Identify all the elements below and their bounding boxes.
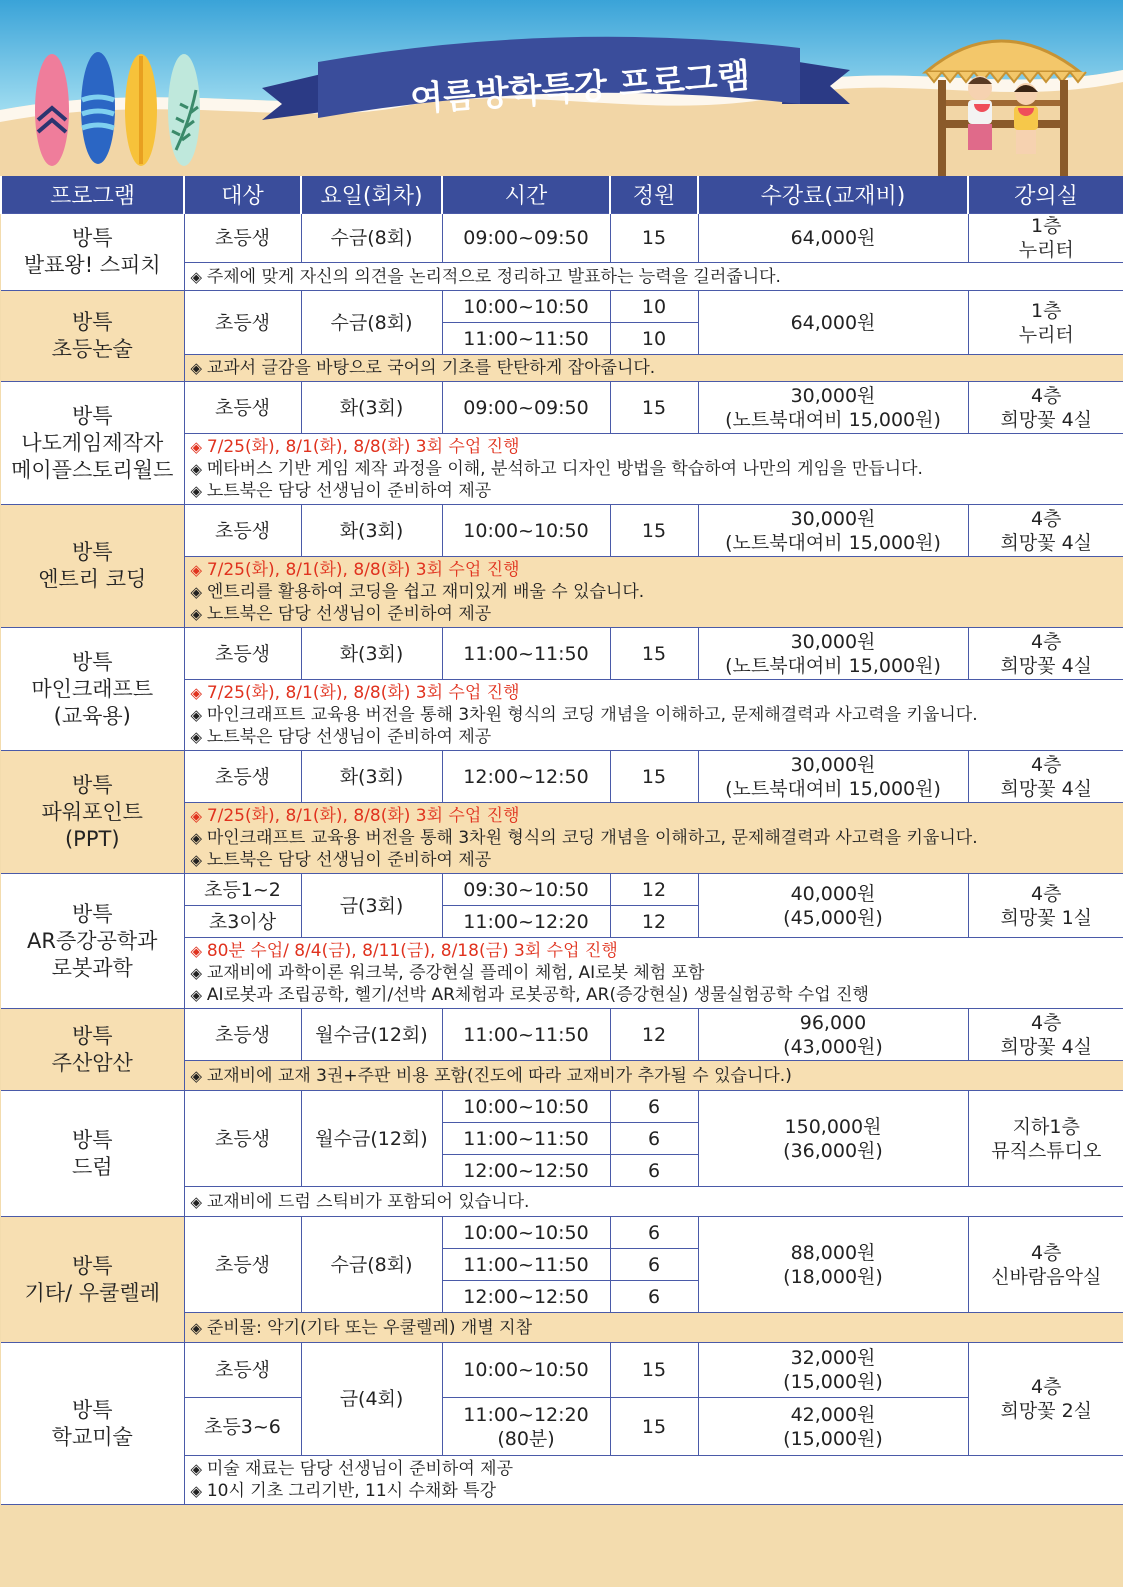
program-name-cell — [1, 1217, 184, 1343]
note-text: 노트북은 담당 선생님이 준비하여 제공 — [206, 481, 492, 501]
cell-line: (80분) — [497, 1427, 555, 1450]
note-line — [191, 962, 1119, 984]
program-notes — [184, 557, 1123, 628]
cell-line: 30,000원 — [790, 507, 876, 530]
day-cell: 화(3회) — [301, 751, 442, 803]
fee-cell — [698, 751, 968, 803]
day-cell: 월수금(12회) — [301, 1091, 442, 1187]
cell-line: 30,000원 — [790, 384, 876, 407]
cell-line: 희망꽃 2실 — [1000, 1400, 1093, 1422]
cell-line: 30,000원 — [790, 753, 876, 776]
note-line — [191, 704, 1119, 726]
cell-line: 뮤직스튜디오 — [991, 1139, 1102, 1162]
column-header: 시간 — [442, 176, 610, 214]
cell-line: (교육용) — [53, 703, 131, 728]
capacity-cell: 6 — [610, 1123, 698, 1155]
target-cell: 초등3~6 — [184, 1398, 301, 1456]
program-name-cell — [1, 214, 184, 291]
room-cell — [968, 214, 1123, 263]
table-row — [1, 628, 1123, 680]
table-row — [1, 1009, 1123, 1061]
note-text: 주제에 맞게 자신의 의견을 논리적으로 정리하고 발표하는 능력을 길러줍니다. — [206, 266, 781, 287]
cell-line: 파워포인트 — [41, 799, 143, 824]
time-cell: 10:00~10:50 — [442, 505, 610, 557]
cell-line: 학교미술 — [51, 1424, 133, 1449]
table-row — [1, 1343, 1123, 1398]
program-name-cell — [1, 1009, 184, 1091]
program-name-cell — [1, 751, 184, 874]
capacity-cell: 6 — [610, 1281, 698, 1313]
bullet-icon: ◈ — [190, 684, 207, 702]
column-header: 정원 — [610, 176, 698, 214]
program-name-cell — [1, 291, 184, 382]
room-cell — [968, 751, 1123, 803]
note-text: 교과서 글감을 바탕으로 국어의 기초를 탄탄하게 잡아줍니다. — [206, 358, 656, 378]
bullet-icon: ◈ — [190, 482, 207, 500]
time-cell: 10:00~10:50 — [442, 1217, 610, 1249]
time-cell: 12:00~12:50 — [442, 1155, 610, 1187]
note-line — [191, 682, 1119, 704]
cell-line: 누리터 — [1018, 239, 1074, 261]
bullet-icon: ◈ — [190, 807, 207, 825]
target-cell: 초등생 — [184, 505, 301, 557]
table-row — [1, 505, 1123, 557]
capacity-cell: 15 — [610, 382, 698, 434]
note-text: 미술 재료는 담당 선생님이 준비하여 제공 — [206, 1459, 514, 1479]
bullet-icon: ◈ — [190, 1482, 207, 1500]
note-line — [191, 266, 1119, 288]
capacity-cell: 15 — [610, 1398, 698, 1456]
program-notes — [184, 1456, 1123, 1505]
note-text: 교재비에 과학이론 워크북, 증강현실 플레이 체험, AI로봇 체험 포함 — [206, 963, 705, 983]
cell-line: 4층 — [1031, 507, 1062, 530]
room-cell — [968, 1343, 1123, 1456]
target-cell: 초등1~2 — [184, 874, 301, 906]
time-cell: 10:00~10:50 — [442, 1091, 610, 1123]
target-cell: 초등생 — [184, 291, 301, 355]
bullet-icon: ◈ — [190, 1318, 207, 1337]
note-text: 교재비에 교재 3권+주판 비용 포함(진도에 따라 교재비가 추가될 수 있습니다.) — [206, 1065, 792, 1086]
cell-line: 희망꽃 1실 — [1000, 906, 1093, 929]
target-cell: 초등생 — [184, 1009, 301, 1061]
note-text: 엔트리를 활용하여 코딩을 쉽고 재미있게 배울 수 있습니다. — [206, 582, 645, 602]
note-line — [191, 436, 1119, 458]
note-line — [191, 984, 1119, 1006]
note-line — [191, 1317, 1119, 1339]
cell-line: 4층 — [1031, 1011, 1062, 1034]
cell-line: 1층 — [1031, 215, 1062, 237]
cell-line: 방특 — [71, 403, 113, 428]
cell-line: 희망꽃 4실 — [1000, 654, 1093, 677]
cell-line: 마인크래프트 — [31, 676, 154, 701]
cell-line: 96,000 — [799, 1011, 867, 1034]
program-name-cell — [1, 874, 184, 1009]
note-line — [191, 357, 1119, 379]
note-text: 10시 기초 그리기반, 11시 수채화 특강 — [206, 1481, 496, 1501]
note-line — [191, 1065, 1119, 1087]
cell-line: (43,000원) — [783, 1035, 883, 1058]
bullet-icon: ◈ — [190, 460, 207, 478]
fee-cell — [698, 1091, 968, 1187]
day-cell: 금(4회) — [301, 1343, 442, 1456]
program-name-cell — [1, 505, 184, 628]
cell-line: 방특 — [71, 1397, 113, 1422]
program-name-cell — [1, 628, 184, 751]
cell-line: (45,000원) — [783, 906, 883, 929]
cell-line: 4층 — [1031, 1376, 1062, 1398]
cell-line: 42,000원 — [790, 1403, 876, 1426]
table-row — [1, 1091, 1123, 1123]
note-line — [191, 849, 1119, 871]
cell-line: 4층 — [1031, 384, 1062, 407]
note-line — [191, 940, 1119, 962]
capacity-cell: 15 — [610, 628, 698, 680]
capacity-cell: 15 — [610, 505, 698, 557]
time-cell — [442, 1398, 610, 1456]
note-text: 7/25(화), 8/1(화), 8/8(화) 3회 수업 진행 — [206, 560, 520, 580]
program-notes — [184, 680, 1123, 751]
note-text: 메타버스 기반 게임 제작 과정을 이해, 분석하고 디자인 방법을 학습하여 나만의 게임을 만듭니다. — [206, 459, 923, 479]
bullet-icon: ◈ — [190, 583, 207, 601]
cell-line: 희망꽃 4실 — [1000, 408, 1093, 431]
note-text: 노트북은 담당 선생님이 준비하여 제공 — [206, 727, 492, 747]
cell-line: 150,000원 — [784, 1115, 882, 1138]
cell-line: 4층 — [1031, 630, 1062, 653]
note-line — [191, 1458, 1119, 1480]
program-notes — [184, 1061, 1123, 1091]
note-line — [191, 827, 1119, 849]
note-line — [191, 559, 1119, 581]
surfboard-icon — [81, 52, 115, 164]
cell-line: 기타/ 우쿨렐레 — [24, 1280, 160, 1305]
bullet-icon: ◈ — [190, 267, 207, 286]
bullet-icon: ◈ — [190, 1192, 207, 1211]
capacity-cell: 6 — [610, 1091, 698, 1123]
time-cell: 10:00~10:50 — [442, 1343, 610, 1398]
day-cell: 화(3회) — [301, 505, 442, 557]
room-cell — [968, 1091, 1123, 1187]
time-cell: 09:00~09:50 — [442, 382, 610, 434]
column-header: 요일(회차) — [301, 176, 442, 214]
capacity-cell: 15 — [610, 1343, 698, 1398]
cell-line: 로봇과학 — [51, 955, 133, 980]
program-table — [0, 176, 1123, 1505]
bullet-icon: ◈ — [190, 359, 207, 377]
time-cell: 11:00~11:50 — [442, 1249, 610, 1281]
day-cell: 화(3회) — [301, 382, 442, 434]
day-cell: 금(3회) — [301, 874, 442, 938]
bullet-icon: ◈ — [190, 986, 207, 1004]
room-cell — [968, 1009, 1123, 1061]
cell-line: 방특 — [71, 901, 113, 926]
target-cell: 초등생 — [184, 628, 301, 680]
cell-line: (노트북대여비 15,000원) — [725, 531, 941, 554]
table-row — [1, 291, 1123, 323]
capacity-cell: 10 — [610, 323, 698, 355]
cell-line: 드럼 — [71, 1154, 113, 1179]
program-notes — [184, 938, 1123, 1009]
fee-cell — [698, 1217, 968, 1313]
column-header: 수강료(교재비) — [698, 176, 968, 214]
bullet-icon: ◈ — [190, 706, 207, 724]
program-table-wrapper — [0, 176, 1123, 1505]
bullet-icon: ◈ — [190, 438, 207, 456]
bullet-icon: ◈ — [190, 728, 207, 746]
cell-line: 32,000원 — [790, 1347, 876, 1369]
bullet-icon: ◈ — [190, 605, 207, 623]
capacity-cell: 15 — [610, 214, 698, 263]
note-line — [191, 1480, 1119, 1502]
cell-line: 11:00~12:20 — [463, 1403, 589, 1426]
column-header: 프로그램 — [1, 176, 184, 214]
program-name-cell — [1, 1343, 184, 1505]
column-header: 대상 — [184, 176, 301, 214]
cell-line: (노트북대여비 15,000원) — [725, 408, 941, 431]
table-body — [1, 214, 1123, 1505]
room-cell — [968, 382, 1123, 434]
cell-line: (36,000원) — [783, 1139, 883, 1162]
bullet-icon: ◈ — [190, 964, 207, 982]
time-cell: 11:00~11:50 — [442, 323, 610, 355]
fee-cell — [698, 874, 968, 938]
note-text: 7/25(화), 8/1(화), 8/8(화) 3회 수업 진행 — [206, 806, 520, 826]
cell-line: 희망꽃 4실 — [1000, 1035, 1093, 1058]
target-cell: 초등생 — [184, 751, 301, 803]
cell-line: 희망꽃 4실 — [1000, 531, 1093, 554]
target-cell: 초등생 — [184, 1343, 301, 1398]
cell-line: 4층 — [1031, 1241, 1062, 1264]
fee-cell — [698, 628, 968, 680]
note-text: 교재비에 드럼 스틱비가 포함되어 있습니다. — [206, 1191, 530, 1212]
fee-cell: 64,000원 — [698, 214, 968, 263]
note-line — [191, 458, 1119, 480]
cell-line: 지하1층 — [1012, 1115, 1080, 1138]
cell-line: 방특 — [71, 649, 113, 674]
room-cell — [968, 874, 1123, 938]
cell-line: (15,000원) — [783, 1427, 883, 1450]
fee-cell: 64,000원 — [698, 291, 968, 355]
target-cell: 초3이상 — [184, 906, 301, 938]
note-text: 준비물: 악기(기타 또는 우쿨렐레) 개별 지참 — [206, 1317, 532, 1338]
table-header-row — [1, 176, 1123, 214]
time-cell: 12:00~12:50 — [442, 1281, 610, 1313]
surfboard-icon — [125, 54, 157, 166]
cell-line: (18,000원) — [783, 1265, 883, 1288]
cell-line: 4층 — [1031, 753, 1062, 776]
cell-line: 나도게임제작자 — [21, 430, 164, 455]
day-cell: 화(3회) — [301, 628, 442, 680]
target-cell: 초등생 — [184, 1091, 301, 1187]
note-text: 7/25(화), 8/1(화), 8/8(화) 3회 수업 진행 — [206, 437, 520, 457]
note-text: 노트북은 담당 선생님이 준비하여 제공 — [206, 604, 492, 624]
cell-line: (노트북대여비 15,000원) — [725, 777, 941, 800]
capacity-cell: 12 — [610, 1009, 698, 1061]
capacity-cell: 10 — [610, 291, 698, 323]
cell-line: 1층 — [1031, 299, 1062, 322]
bullet-icon: ◈ — [190, 851, 207, 869]
cell-line: 88,000원 — [790, 1241, 876, 1264]
program-notes — [184, 1187, 1123, 1217]
cell-line: 방특 — [71, 1023, 113, 1048]
room-cell — [968, 291, 1123, 355]
cell-line: 메이플스토리월드 — [11, 457, 174, 482]
note-text: 7/25(화), 8/1(화), 8/8(화) 3회 수업 진행 — [206, 683, 520, 703]
time-cell: 09:00~09:50 — [442, 214, 610, 263]
cell-line: 신바람음악실 — [991, 1265, 1102, 1288]
note-text: AI로봇과 조립공학, 헬기/선박 AR체험과 로봇공학, AR(증강현실) 생물실험공학 수업 진행 — [206, 985, 869, 1005]
time-cell: 11:00~11:50 — [442, 628, 610, 680]
target-cell: 초등생 — [184, 1217, 301, 1313]
bullet-icon: ◈ — [190, 561, 207, 579]
cell-line: 초등논술 — [51, 337, 133, 361]
cell-line: 방특 — [71, 540, 113, 564]
cell-line: AR증강공학과 — [27, 928, 158, 953]
day-cell: 수금(8회) — [301, 291, 442, 355]
capacity-cell: 6 — [610, 1155, 698, 1187]
cell-line: 30,000원 — [790, 630, 876, 653]
fee-cell — [698, 1398, 968, 1456]
note-line — [191, 1191, 1119, 1213]
capacity-cell: 12 — [610, 906, 698, 938]
cell-line: 4층 — [1031, 882, 1062, 905]
time-cell: 11:00~12:20 — [442, 906, 610, 938]
note-text: 노트북은 담당 선생님이 준비하여 제공 — [206, 850, 492, 870]
page-title: 여름방학특강 프로그램 — [409, 56, 752, 120]
cell-line: 발표왕! 스피치 — [23, 253, 161, 277]
table-row — [1, 751, 1123, 803]
bullet-icon: ◈ — [190, 942, 207, 960]
program-notes — [184, 434, 1123, 505]
target-cell: 초등생 — [184, 382, 301, 434]
room-cell — [968, 1217, 1123, 1313]
note-line — [191, 726, 1119, 748]
time-cell: 09:30~10:50 — [442, 874, 610, 906]
capacity-cell: 12 — [610, 874, 698, 906]
fee-cell — [698, 382, 968, 434]
program-notes — [184, 355, 1123, 382]
note-text: 80분 수업/ 8/4(금), 8/11(금), 8/18(금) 3회 수업 진행 — [206, 941, 618, 961]
cell-line: 40,000원 — [790, 882, 876, 905]
note-line — [191, 480, 1119, 502]
table-row — [1, 1217, 1123, 1249]
day-cell: 수금(8회) — [301, 214, 442, 263]
program-notes — [184, 1313, 1123, 1343]
day-cell: 월수금(12회) — [301, 1009, 442, 1061]
cell-line: (노트북대여비 15,000원) — [725, 654, 941, 677]
program-notes — [184, 263, 1123, 291]
room-cell — [968, 505, 1123, 557]
surfboard-icon — [35, 54, 69, 166]
cell-line: 방특 — [71, 1253, 113, 1278]
bullet-icon: ◈ — [190, 1460, 207, 1478]
note-text: 마인크래프트 교육용 버전을 통해 3차원 형식의 코딩 개념을 이해하고, 문제해결력과 사고력을 키웁니다. — [206, 705, 978, 725]
column-header: 강의실 — [968, 176, 1123, 214]
fee-cell — [698, 1009, 968, 1061]
surfboard-icon — [168, 54, 200, 166]
cell-line: 엔트리 코딩 — [38, 567, 147, 591]
capacity-cell: 6 — [610, 1249, 698, 1281]
program-name-cell — [1, 382, 184, 505]
cell-line: (PPT) — [64, 826, 120, 851]
cell-line: 방특 — [71, 772, 113, 797]
day-cell: 수금(8회) — [301, 1217, 442, 1313]
table-row — [1, 214, 1123, 263]
note-line — [191, 805, 1119, 827]
program-notes — [184, 803, 1123, 874]
bullet-icon: ◈ — [190, 1066, 207, 1085]
program-name-cell — [1, 1091, 184, 1217]
cell-line: 방특 — [71, 310, 113, 334]
note-line — [191, 603, 1119, 625]
fee-cell — [698, 1343, 968, 1398]
cell-line: 주산암산 — [51, 1050, 133, 1075]
cell-line: (15,000원) — [783, 1371, 883, 1393]
table-row — [1, 874, 1123, 906]
note-text: 마인크래프트 교육용 버전을 통해 3차원 형식의 코딩 개념을 이해하고, 문제해결력과 사고력을 키웁니다. — [206, 828, 978, 848]
cell-line: 희망꽃 4실 — [1000, 777, 1093, 800]
time-cell: 12:00~12:50 — [442, 751, 610, 803]
time-cell: 10:00~10:50 — [442, 291, 610, 323]
time-cell: 11:00~11:50 — [442, 1123, 610, 1155]
note-line — [191, 581, 1119, 603]
capacity-cell: 6 — [610, 1217, 698, 1249]
cell-line: 방특 — [71, 1127, 113, 1152]
time-cell: 11:00~11:50 — [442, 1009, 610, 1061]
header-banner — [0, 0, 1123, 176]
room-cell — [968, 628, 1123, 680]
bullet-icon: ◈ — [190, 829, 207, 847]
capacity-cell: 15 — [610, 751, 698, 803]
cell-line: 누리터 — [1018, 323, 1074, 346]
fee-cell — [698, 505, 968, 557]
cell-line: 방특 — [71, 226, 113, 250]
table-row — [1, 382, 1123, 434]
target-cell: 초등생 — [184, 214, 301, 263]
